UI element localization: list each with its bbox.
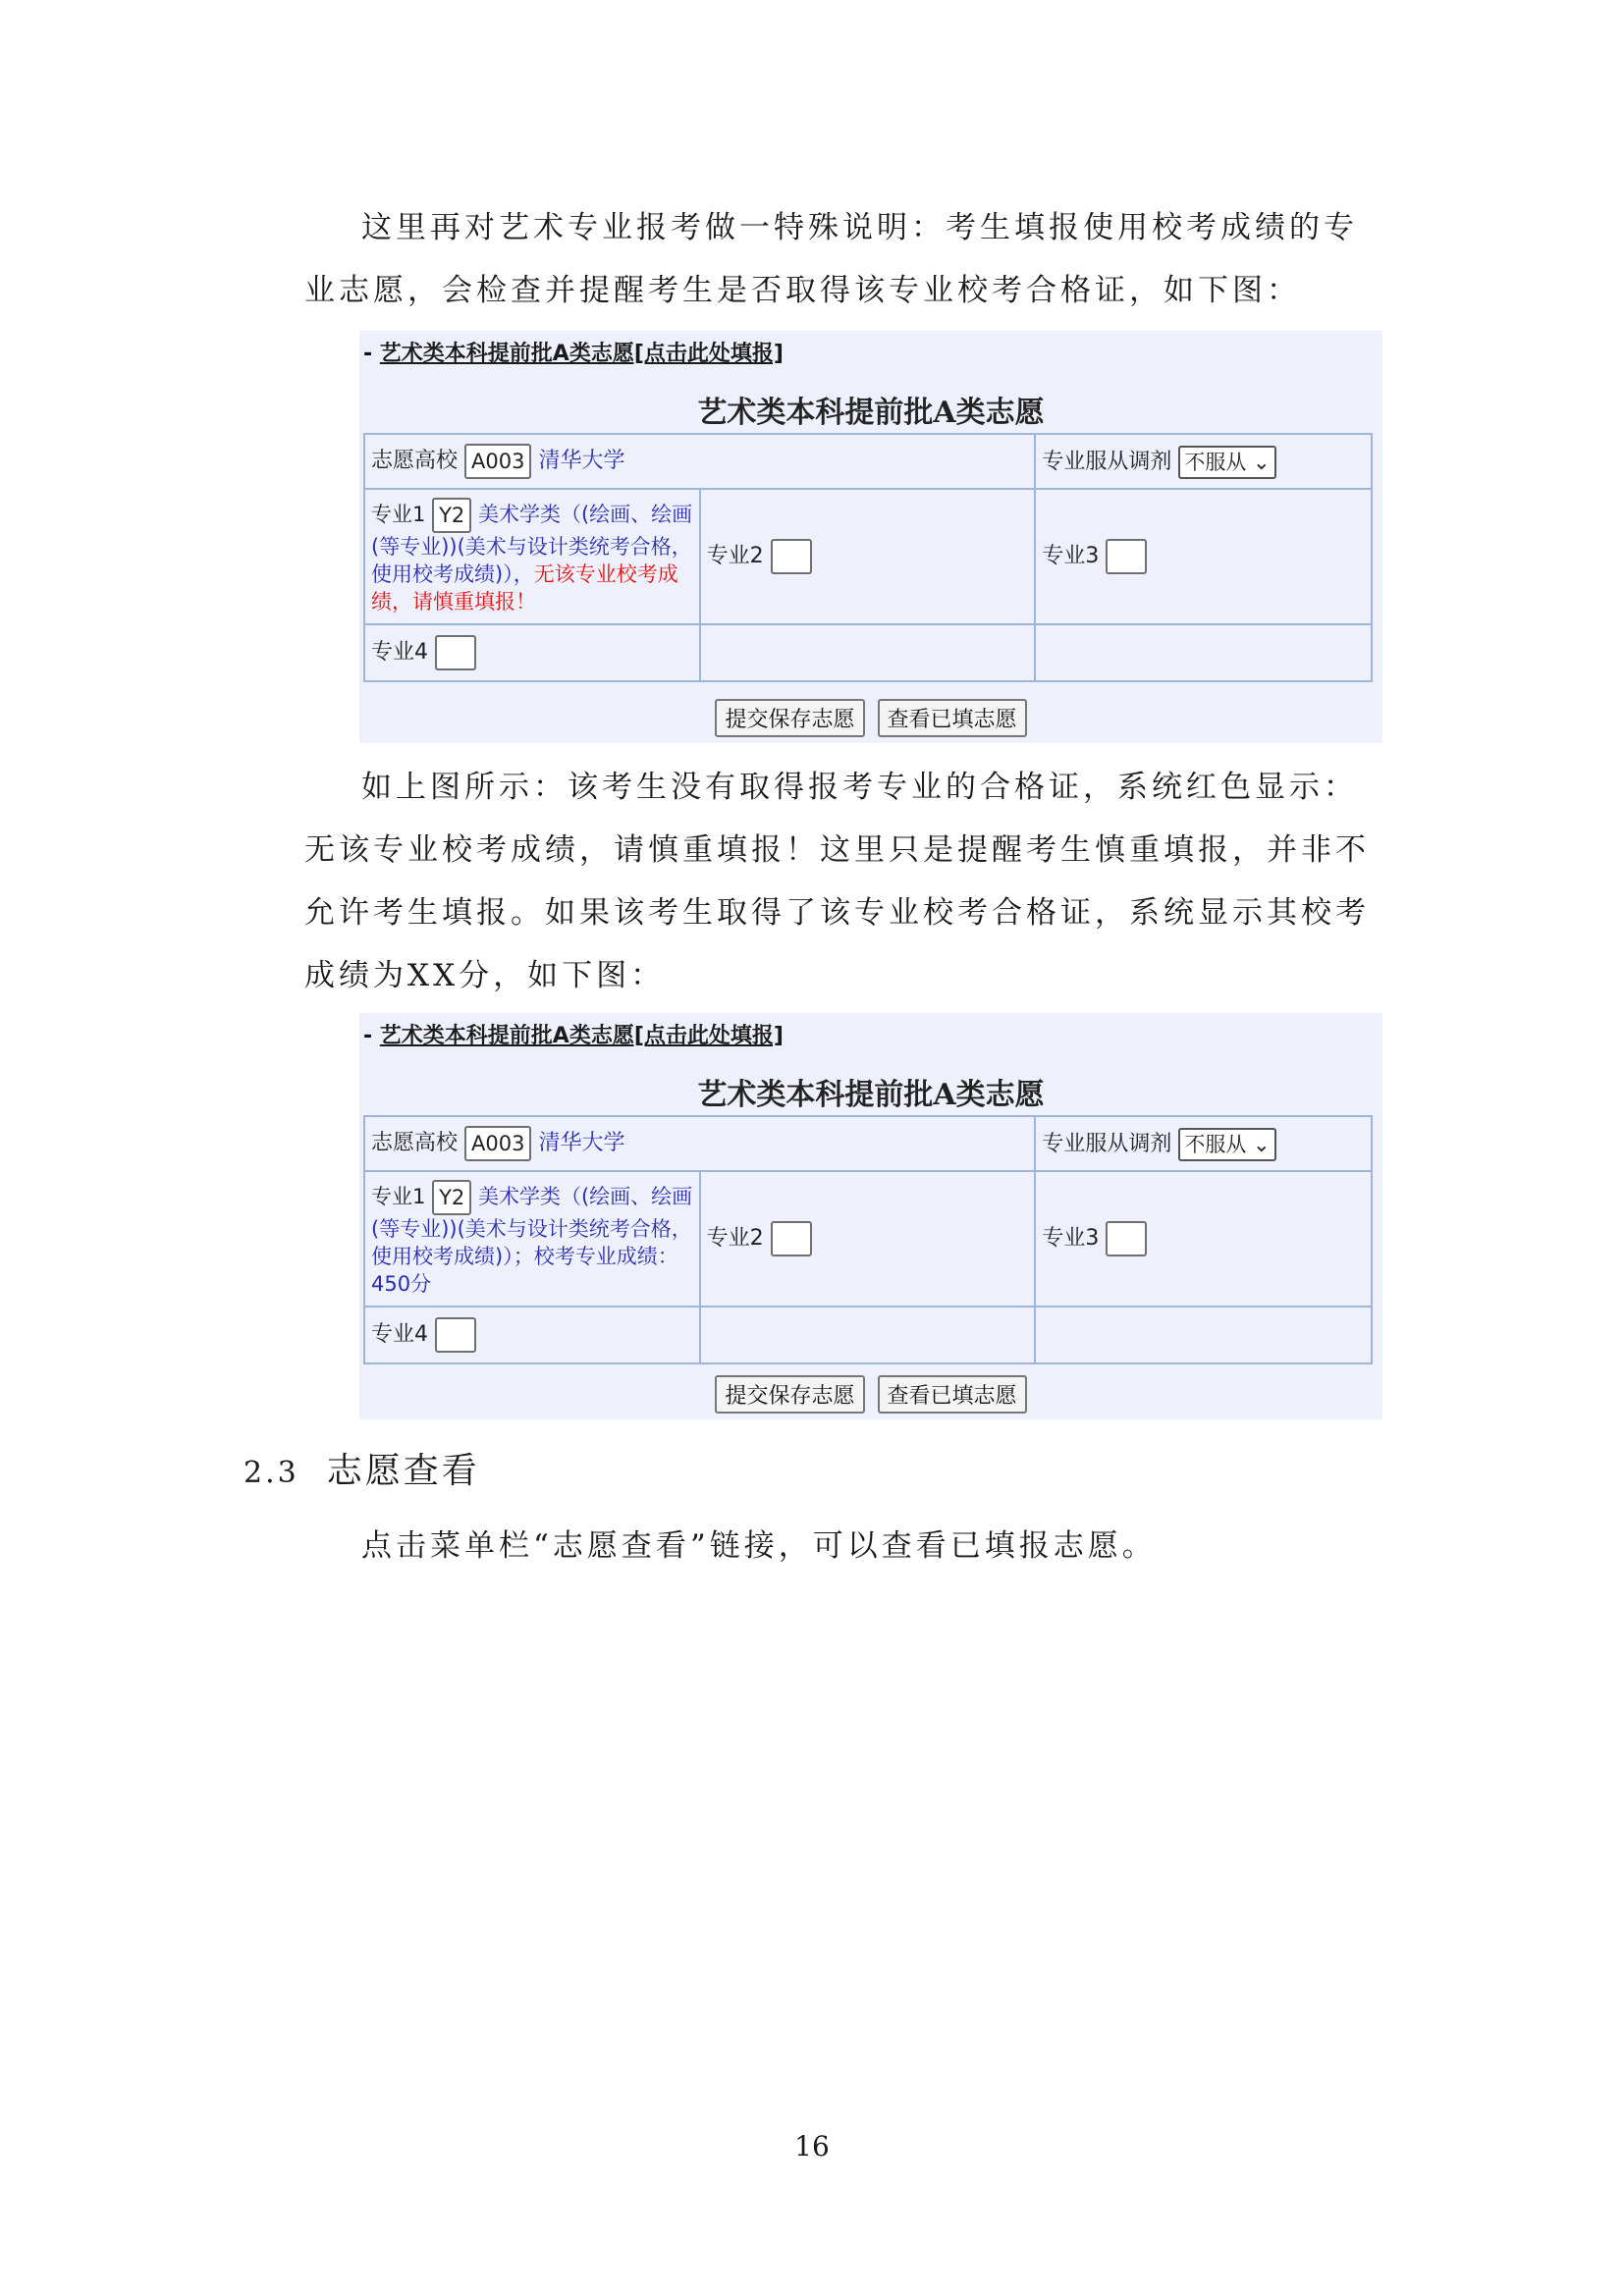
school-name: 清华大学 xyxy=(538,449,625,473)
major4-label: 专业4 xyxy=(371,640,428,665)
obey-select-value: 不服从 xyxy=(1184,450,1247,474)
obey-select-value: 不服从 xyxy=(1184,1132,1247,1156)
explanation-paragraph xyxy=(304,756,1384,1007)
page-number: 16 xyxy=(794,2130,830,2163)
major3-label: 专业3 xyxy=(1042,1226,1100,1251)
intro-paragraph xyxy=(304,196,1384,322)
button-row xyxy=(359,1375,1382,1414)
volunteer-table xyxy=(363,433,1373,682)
form-screenshot-with-score xyxy=(359,1013,1382,1419)
view-button[interactable]: 查看已填志愿 xyxy=(878,699,1027,737)
major2-cell xyxy=(700,489,1036,624)
major1-label: 专业1 xyxy=(371,503,426,526)
major4-input[interactable] xyxy=(435,635,476,670)
major1-cell xyxy=(364,489,700,624)
chevron-down-icon: ⌄ xyxy=(1246,1132,1271,1156)
empty-cell xyxy=(700,624,1036,681)
view-paragraph xyxy=(304,1515,1384,1577)
chevron-down-icon: ⌄ xyxy=(1246,450,1271,474)
major1-warning: 无该专业校考成绩，请慎重填报！ xyxy=(371,562,678,614)
major1-code-input[interactable]: Y2 xyxy=(432,1180,471,1215)
empty-cell xyxy=(700,1307,1036,1363)
major2-label: 专业2 xyxy=(706,1226,764,1251)
fill-link[interactable]: 艺术类本科提前批A类志愿[点击此处填报] xyxy=(379,342,784,366)
form-screenshot-no-score xyxy=(359,331,1382,743)
major2-cell xyxy=(700,1171,1036,1307)
submit-button[interactable]: 提交保存志愿 xyxy=(715,1375,864,1414)
top-link-prefix: - xyxy=(363,342,380,366)
major2-input[interactable] xyxy=(771,539,812,574)
volunteer-table xyxy=(363,1115,1373,1364)
submit-button[interactable]: 提交保存志愿 xyxy=(715,699,864,737)
obey-cell xyxy=(1035,434,1372,489)
major3-label: 专业3 xyxy=(1042,544,1100,568)
obey-select[interactable] xyxy=(1178,1128,1275,1161)
school-label: 志愿高校 xyxy=(371,1131,459,1155)
obey-select[interactable] xyxy=(1178,446,1275,479)
major1-desc: 美术学类（(绘画、绘画(等专业))(美术与设计类统考合格，使用校考成绩)）， xyxy=(371,503,693,586)
explanation-paragraph-text: 如上图所示：该考生没有取得报考专业的合格证，系统红色显示：无该专业校考成绩，请慎重填报！这里只是提醒考生慎重填报，并非不允许考生填报。如果该考生取得了该专业校考合格证，系统显示其校考成绩为XX分，如下图： xyxy=(304,770,1370,993)
section-title: 志愿查看 xyxy=(326,1451,480,1491)
top-link-prefix: - xyxy=(363,1024,380,1048)
major2-input[interactable] xyxy=(771,1221,812,1256)
top-link-row xyxy=(363,1019,784,1049)
view-button[interactable]: 查看已填志愿 xyxy=(878,1375,1027,1414)
major3-input[interactable] xyxy=(1106,539,1147,574)
major3-cell xyxy=(1035,1171,1372,1307)
major1-code-input[interactable]: Y2 xyxy=(432,498,471,533)
intro-paragraph-text: 这里再对艺术专业报考做一特殊说明：考生填报使用校考成绩的专业志愿，会检查并提醒考生是否取得该专业校考合格证，如下图： xyxy=(304,210,1358,308)
school-cell xyxy=(364,434,1035,489)
obey-label: 专业服从调剂 xyxy=(1042,449,1172,474)
major4-label: 专业4 xyxy=(371,1322,428,1347)
section-number: 2.3 xyxy=(244,1456,299,1490)
button-row xyxy=(359,699,1382,737)
obey-cell xyxy=(1035,1116,1372,1171)
top-link-row xyxy=(363,337,784,367)
major1-desc: 美术学类（(绘画、绘画(等专业))(美术与设计类统考合格，使用校考成绩)）；校考专业成绩：450分 xyxy=(371,1185,693,1296)
major3-cell xyxy=(1035,489,1372,624)
form-title: 艺术类本科提前批A类志愿 xyxy=(697,396,1045,430)
major2-label: 专业2 xyxy=(706,544,764,568)
fill-link[interactable]: 艺术类本科提前批A类志愿[点击此处填报] xyxy=(379,1024,784,1048)
school-name: 清华大学 xyxy=(538,1131,625,1155)
major4-cell xyxy=(364,624,700,681)
major1-cell xyxy=(364,1171,700,1307)
obey-label: 专业服从调剂 xyxy=(1042,1131,1172,1156)
school-code-input[interactable]: A003 xyxy=(464,444,531,479)
school-code-input[interactable]: A003 xyxy=(464,1126,531,1161)
major1-label: 专业1 xyxy=(371,1185,426,1208)
empty-cell xyxy=(1035,1307,1372,1363)
major4-cell xyxy=(364,1307,700,1363)
section-heading xyxy=(244,1443,480,1493)
major3-input[interactable] xyxy=(1106,1221,1147,1256)
form-title: 艺术类本科提前批A类志愿 xyxy=(697,1078,1045,1112)
empty-cell xyxy=(1035,624,1372,681)
view-paragraph-text: 点击菜单栏“志愿查看”链接，可以查看已填报志愿。 xyxy=(361,1528,1157,1564)
major4-input[interactable] xyxy=(435,1317,476,1353)
school-label: 志愿高校 xyxy=(371,449,459,473)
school-cell xyxy=(364,1116,1035,1171)
